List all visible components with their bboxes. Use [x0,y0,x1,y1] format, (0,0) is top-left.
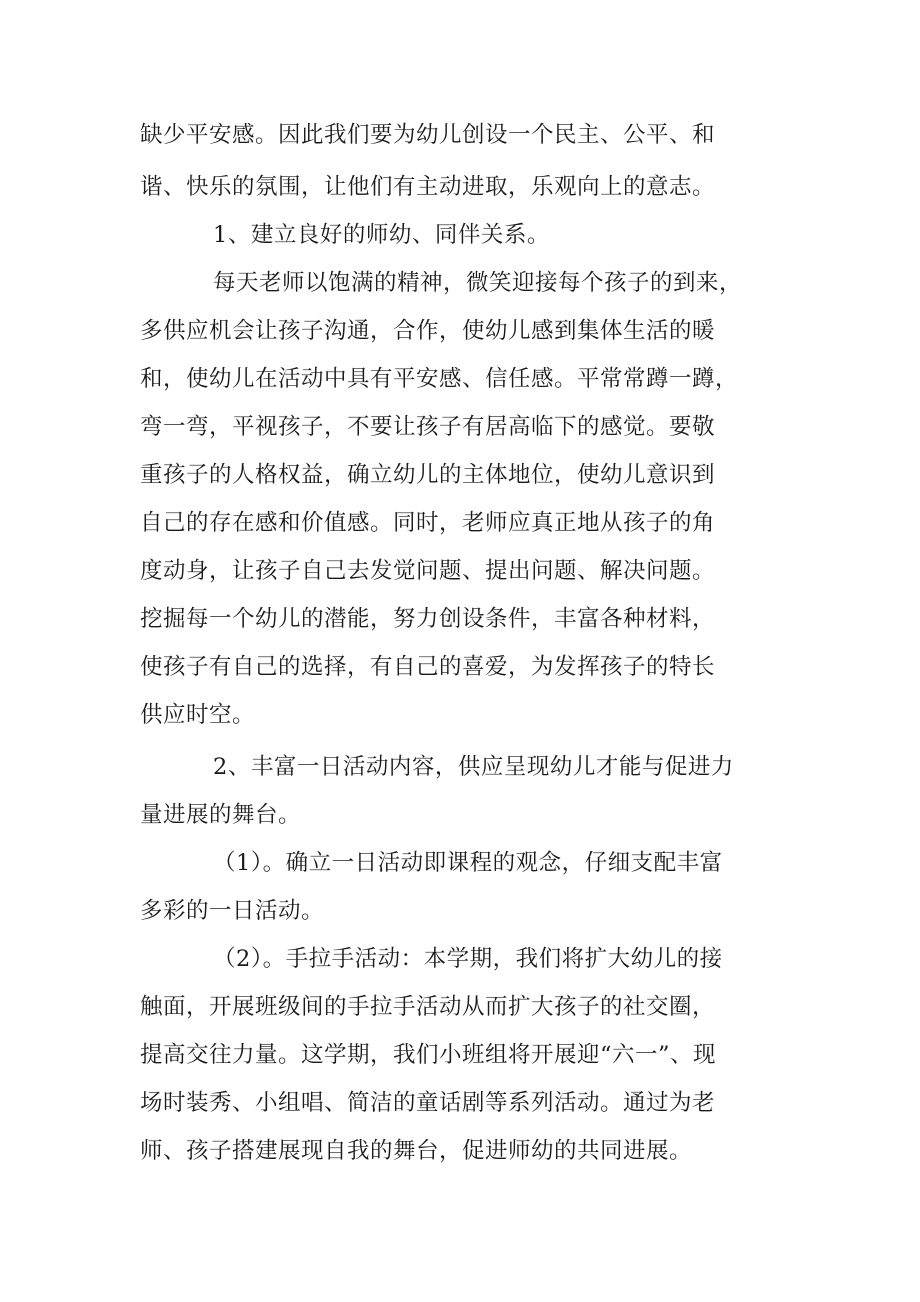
text-line: 使孩子有自己的选择，有自己的喜爱，为发挥孩子的特长 [140,654,716,680]
text-line: 多彩的一日活动。 [140,898,325,924]
text-line: 自己的存在感和价值感。同时，老师应真正地从孩子的角 [140,510,716,536]
text-line: 提高交往力量。这学期，我们小班组将开展迎“六一”、现 [140,1042,717,1068]
text-line: 缺少平安感。因此我们要为幼儿创设一个民主、公平、和 [140,122,716,148]
text-line: 场时装秀、小组唱、简洁的童话剧等系列活动。通过为老 [140,1090,716,1116]
text-line: 重孩子的人格权益，确立幼儿的主体地位，使幼儿意识到 [140,462,716,488]
text-line: 谐、快乐的氛围，让他们有主动进取，乐观向上的意志。 [140,174,716,200]
text-line: 触面，开展班级间的手拉手活动从而扩大孩子的社交圈， [140,994,716,1020]
text-line: 和，使幼儿在活动中具有平安感、信任感。平常常蹲一蹲， [140,366,739,392]
text-line: 师、孩子搭建展现自我的舞台，促进师幼的共同进展。 [140,1138,693,1164]
text-line: 供应时空。 [140,702,256,728]
text-line: 量进展的舞台。 [140,802,302,828]
section-heading: 2、丰富一日活动内容，供应呈现幼儿才能与促进力 [213,754,734,780]
text-line: 挖掘每一个幼儿的潜能，努力创设条件，丰富各种材料， [140,606,716,632]
text-line: 度动身，让孩子自己去发觉问题、提出问题、解决问题。 [140,558,716,584]
subsection-heading: （2）。手拉手活动：本学期，我们将扩大幼儿的接 [213,946,723,972]
text-line: 弯一弯，平视孩子，不要让孩子有居高临下的感觉。要敬 [140,414,716,440]
paragraph-start: 每天老师以饱满的精神，微笑迎接每个孩子的到来， [213,270,743,296]
text-line: 多供应机会让孩子沟通，合作，使幼儿感到集体生活的暖 [140,318,716,344]
section-heading: 1、建立良好的师幼、同伴关系。 [213,222,550,248]
subsection-heading: （1）。确立一日活动即课程的观念，仔细支配丰富 [213,850,723,876]
